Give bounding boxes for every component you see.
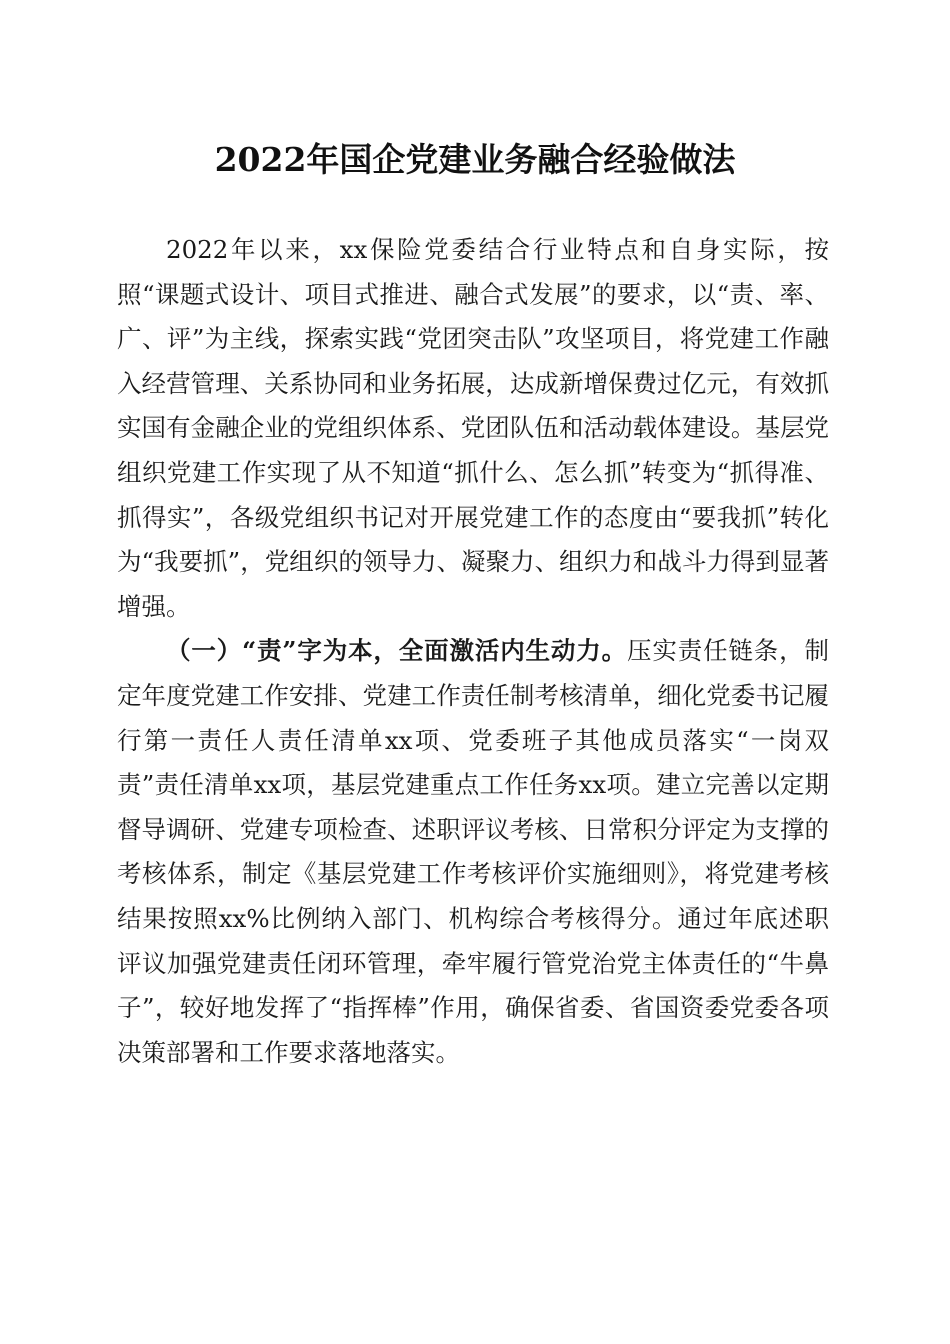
intro-paragraph: 2022年以来，xx保险党委结合行业特点和自身实际，按照“课题式设计、项目式推进、融合式发展”的要求，以“责、率、广、评”为主线，探索实践“党团突击队”攻坚项目，将党建工作融入经营管理、关系协同和业务拓展，达成新增保费过亿元，有效抓实国有金融企业的党组织体系、党团队伍和活动载体建设。基层党组织党建工作实现了从不知道“抓什么、怎么抓”转变为“抓得准、抓得实”，各级党组织书记对开展党建工作的态度由“要我抓”转化为“我要抓”，党组织的领导力、凝聚力、组织力和战斗力得到显著增强。 (117, 235, 829, 621)
section-heading: （一）“责”字为本，全面激活内生动力。 (166, 636, 627, 666)
section-paragraph (117, 629, 829, 1075)
document-body (117, 228, 829, 1075)
section-body: 压实责任链条，制定年度党建工作安排、党建工作责任制考核清单，细化党委书记履行第一责任人责任清单xx项、党委班子其他成员落实“一岗双责”责任清单xx项，基层党建重点工作任务xx项。建立完善以定期督导调研、党建专项检查、述职评议考核、日常积分评定为支撑的考核体系，制定《基层党建工作考核评价实施细则》，将党建考核结果按照xx%比例纳入部门、机构综合考核得分。通过年底述职评议加强党建责任闭环管理，牵牢履行管党治党主体责任的“牛鼻子”，较好地发挥了“指挥棒”作用，确保省委、省国资委党委各项决策部署和工作要求落地落实。 (117, 636, 830, 1067)
page-title: 2022年国企党建业务融合经验做法 (214, 140, 736, 179)
